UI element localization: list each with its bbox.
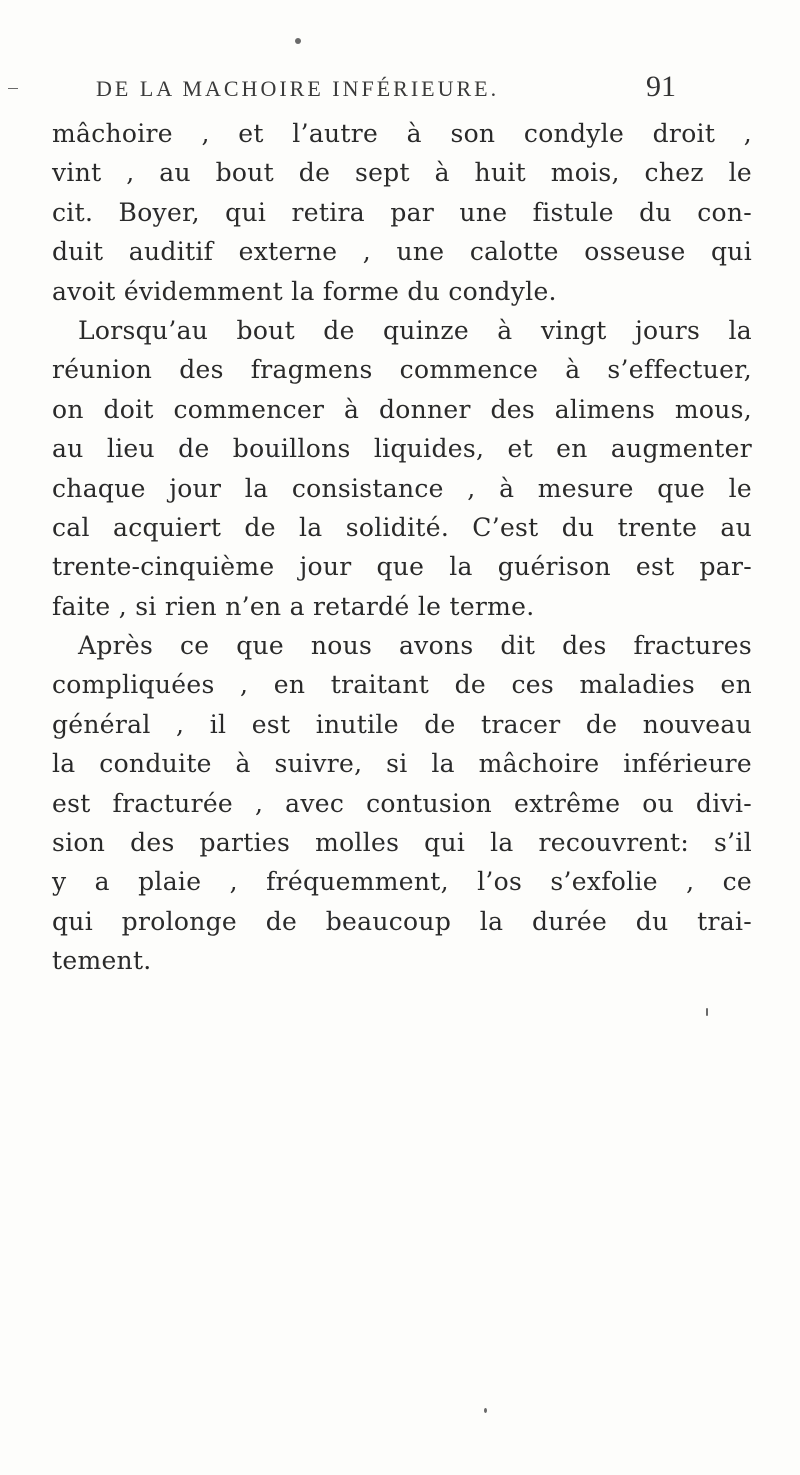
text-line: y a plaie , fréquemment, l’os s’exfolie , ce: [52, 867, 752, 897]
text-line: on doit commencer à donner des alimens mous,: [52, 394, 752, 424]
text-line: compliquées , en traitant de ces maladies en: [52, 670, 752, 700]
text-line: trente-cinquième jour que la guérison est par-: [52, 552, 752, 582]
text-line: cit. Boyer, qui retira par une fistule du con-: [52, 197, 752, 227]
text-line: qui prolonge de beaucoup la durée du trai-: [52, 906, 752, 936]
text-line: général , il est inutile de tracer de nouveau: [52, 709, 752, 739]
body-text: [52, 114, 752, 981]
text-line: sion des parties molles qui la recouvrent: s’il: [52, 828, 752, 858]
text-line: cal acquiert de la solidité. C’est du trente au: [52, 512, 752, 542]
ink-speck: [706, 1008, 708, 1016]
text-line: est fracturée , avec contusion extrême ou divi-: [52, 788, 752, 818]
ink-speck: [295, 38, 301, 44]
text-line: mâchoire , et l’autre à son condyle droit ,: [52, 119, 752, 148]
page-header: [96, 70, 676, 116]
text-line: tement.: [52, 946, 152, 976]
text-line: au lieu de bouillons liquides, et en augmenter: [52, 434, 752, 464]
paragraph-first-line: Après ce que nous avons dit des fractures: [78, 631, 752, 661]
text-line: avoit évidemment la forme du condyle.: [52, 276, 557, 306]
ink-speck: [484, 1408, 487, 1413]
text-line: réunion des fragmens commence à s’effectuer,: [52, 355, 752, 385]
ink-speck: [8, 88, 18, 89]
text-line: chaque jour la consistance , à mesure que le: [52, 473, 752, 503]
text-line: faite , si rien n’en a retardé le terme.: [52, 591, 535, 621]
paragraph-first-line: Lorsqu’au bout de quinze à vingt jours la: [78, 315, 752, 345]
text-line: la conduite à suivre, si la mâchoire inférieure: [52, 749, 752, 779]
page-number: 91: [646, 70, 676, 103]
text-line: vint , au bout de sept à huit mois, chez le: [52, 158, 752, 188]
text-line: duit auditif externe , une calotte osseuse qui: [52, 237, 752, 267]
running-head: DE LA MACHOIRE INFÉRIEURE.: [96, 76, 500, 101]
